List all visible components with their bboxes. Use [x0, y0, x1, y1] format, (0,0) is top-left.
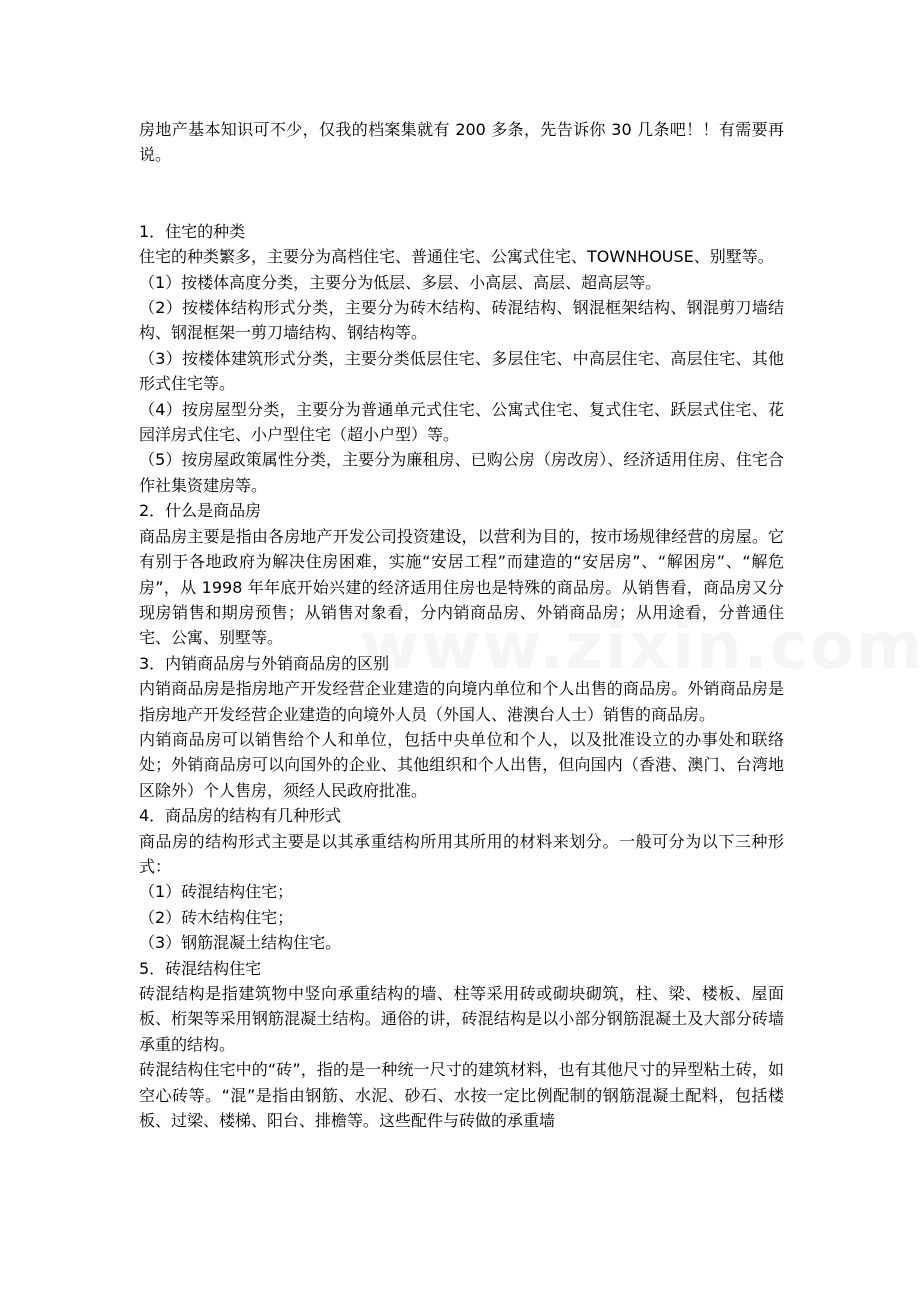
heading-4: 4．商品房的结构有几种形式	[139, 806, 342, 826]
paragraph: 商品房的结构形式主要是以其承重结构所用其所用的材料来划分。一般可分为以下三种形式：	[139, 831, 784, 876]
heading-2: 2．什么是商品房	[139, 501, 262, 521]
paragraph: 内销商品房是指房地产开发经营企业建造的向境内单位和个人出售的商品房。外销商品房是指房地产开发经营企业建造的向境外人员（外国人、港澳台人士）销售的商品房。	[139, 679, 784, 724]
heading-1: 1．住宅的种类	[139, 221, 246, 241]
intro-paragraph: 房地产基本知识可不少，仅我的档案集就有 200 多条，先告诉你 30 几条吧！！有需要再说。	[139, 120, 784, 165]
list-item: （3）钢筋混凝土结构住宅。	[139, 933, 342, 953]
list-item: （1）砖混结构住宅；	[139, 882, 294, 902]
paragraph: 商品房主要是指由各房地产开发公司投资建设，以营利为目的，按市场规律经营的房屋。它有别于各地政府为解决住房困难，实施“安居工程”而建造的“安居房”、“解困房”、“解危房”，从 1998 年年底开始兴建的经济适用住房也是特殊的商品房。从销售看，商品房又分现房销售和期房预售；从销售对象看，分内销商品房、外销商品房；从用途看，分普通住宅、公寓、别墅等。	[139, 526, 784, 648]
paragraph: 内销商品房可以销售给个人和单位，包括中央单位和个人，以及批准设立的办事处和联络处；外销商品房可以向国外的企业、其他组织和个人出售，但向国内（香港、澳门、台湾地区除外）个人售房，须经人民政府批准。	[139, 729, 784, 800]
document-body	[139, 117, 784, 1133]
paragraph: 住宅的种类繁多，主要分为高档住宅、普通住宅、公寓式住宅、TOWNHOUSE、别墅等。	[139, 247, 774, 267]
list-item: （3）按楼体建筑形式分类，主要分类低层住宅、多层住宅、中高层住宅、高层住宅、其他形式住宅等。	[139, 348, 784, 394]
list-item: （1）按楼体高度分类，主要分为低层、多层、小高层、高层、超高层等。	[139, 272, 662, 292]
heading-5: 5．砖混结构住宅	[139, 958, 262, 978]
list-item: （5）按房屋政策属性分类，主要分为廉租房、已购公房（房改房）、经济适用住房、住宅合作社集资建房等。	[139, 450, 784, 495]
heading-3: 3．内销商品房与外销商品房的区别	[139, 653, 390, 673]
list-item: （2）按楼体结构形式分类，主要分为砖木结构、砖混结构、钢混框架结构、钢混剪刀墙结构、钢混框架一剪刀墙结构、钢结构等。	[139, 298, 784, 343]
paragraph: 砖混结构是指建筑物中竖向承重结构的墙、柱等采用砖或砌块砌筑，柱、梁、楼板、屋面板、桁架等采用钢筋混凝土结构。通俗的讲，砖混结构是以小部分钢筋混凝土及大部分砖墙承重的结构。	[139, 984, 784, 1054]
paragraph: 砖混结构住宅中的“砖”，指的是一种统一尺寸的建筑材料，也有其他尺寸的异型粘土砖，如空心砖等。“混”是指由钢筋、水泥、砂石、水按一定比例配制的钢筋混凝土配料，包括楼板、过梁、楼梯、阳台、排檐等。这些配件与砖做的承重墙	[139, 1060, 784, 1131]
list-item: （2）砖木结构住宅；	[139, 907, 294, 927]
list-item: （4）按房屋型分类，主要分为普通单元式住宅、公寓式住宅、复式住宅、跃层式住宅、花园洋房式住宅、小户型住宅（超小户型）等。	[139, 399, 784, 445]
